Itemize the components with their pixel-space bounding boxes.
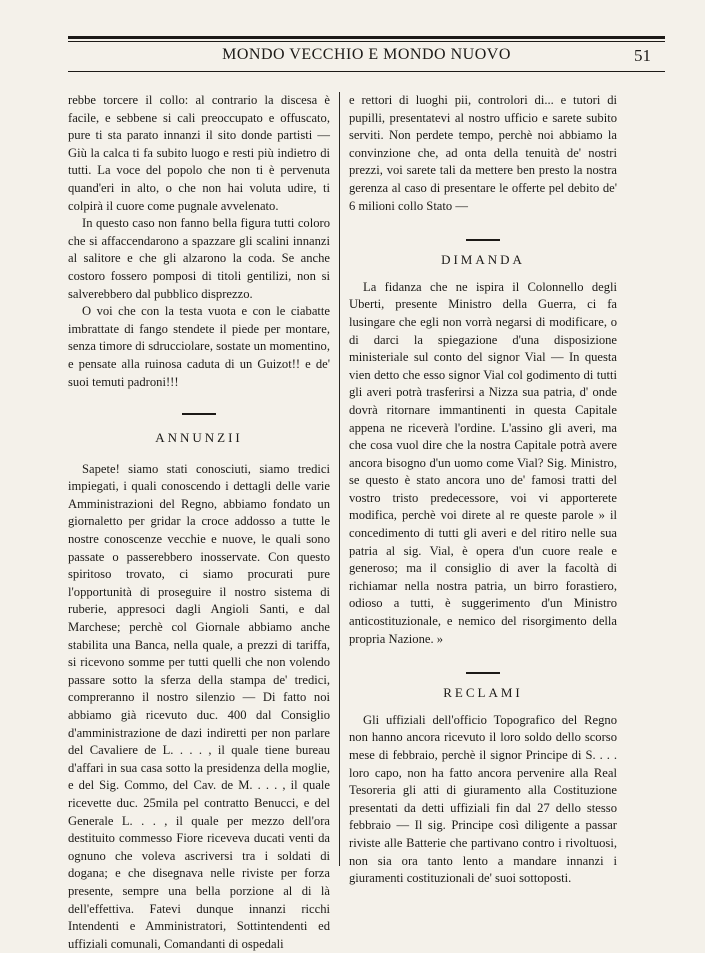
- section-title-reclami: RECLAMI: [443, 685, 523, 701]
- header-rule: [68, 71, 665, 72]
- paragraph-continuation: rebbe torcere il collo: al contrario la discesa è facile, e sebbene si cali preoccupato e offuscato, pure ti sta parato innanzi il sito donde partisti — Giù la calca ti fa subito luogo e resti più indietro di tutti. La voce del popolo che non ti è pervenuta quand'eri in alto, o che non hai voluta udire, ti colpirà il cuore come pugnale avvelenato.: [68, 93, 330, 213]
- left-column: [68, 92, 330, 953]
- journal-title: MONDO VECCHIO E MONDO NUOVO: [222, 46, 511, 63]
- section-title-dimanda: DIMANDA: [441, 252, 525, 268]
- right-column: [349, 92, 617, 888]
- reclami-body: Gli uffiziali dell'officio Topografico del Regno non hanno ancora ricevuto il loro soldo dello scorso mese di febbraio, perchè il signor Principe di S. . . . loro capo, non ha fatto ancora pervenire alla Real Tesoreria gli atti di giuramento alla Costituzione presentati da detti uffiziali fin dal 27 dello stesso febbraio — Il sig. Principe così diligente a passar riviste alle Batterie che partivano contro i rivoltuosi, non sia ora tanto lento a mandare innanzi i giuramenti costituzionali de' suoi sottoposti.: [349, 712, 617, 886]
- paragraph-continuation: e rettori di luoghi pii, controlori di... e tutori di pupilli, presentatevi al nostro ufficio e sarete subito serviti. Non perdete tempo, perchè noi abbiamo la convinzione che, ad onta della tenuità de' nostri prezzi, voi sarete tali da mettere ben presto la nostra gerenza al caso di presentare le offerte pel debito de' 6 milioni collo Stato —: [349, 93, 617, 213]
- header-double-rule-bottom: [68, 41, 665, 42]
- column-divider: [339, 92, 340, 866]
- paragraph: O voi che con la testa vuota e con le ciabatte imbrattate di fango stendete il piede per montare, senza timore di sdrucciolare, sostate un momentino, e pensate alla ruinosa caduta di un Guizot!! e de' suoi temuti padroni!!!: [68, 304, 330, 389]
- paragraph: In questo caso non fanno bella figura tutti coloro che si affaccendarono a spazzare gli scalini innanzi al salitore e che gli alzarono la coda. Se anche costoro fossero pomposi di titoli gentilizi, non si salverebbero dal pubblico disprezzo.: [68, 216, 330, 301]
- header-double-rule-top: [68, 36, 665, 39]
- section-title-annunzii: ANNUNZII: [155, 430, 243, 446]
- page-number: 51: [634, 46, 651, 65]
- dimanda-body: La fidanza che ne ispira il Colonnello degli Uberti, presente Ministro della Guerra, ci fa lusingare che egli non vorrà negarsi di modificare, o di darci la spiegazione d'una disposizione ministeriale sul conto del signor Vial — In questa vien detto che esso signor Vial col godimento di tutti gli averi potrà trasferirsi a Nizza sua patria, d' onde dovrà ritornare immantinenti in questa Capitale appena ne riceverà l'ordine. L'assino gli averi, ma che cosa vuol dire che la nostra Capitale potrà avere ancora bisogno d'un uomo come Vial? Sig. Ministro, se questo è stato ancora uno de' famosi tratti del vostro tristo predecessore, voi vi apporterete modifica, perchè voi direte al re queste parole » il concedimento di tutti gli averi e del ritiro nelle sua patria al sig. Vial, è opera d'un cuore reale e generoso; ma il consiglio di aver la facoltà di richiamar nella nostra patria, un birro forastiero, odioso a tutti, è suggerimento d'un Ministro anticostituzionale, e nemico del risorgimento della propria Nazione. »: [349, 279, 617, 646]
- annunzii-body: Sapete! siamo stati conosciuti, siamo tredici impiegati, i quali conoscendo i dettagli delle varie Amministrazioni del Regno, abbiamo fondato un giornaletto per gridar la croce addosso a tutte le nostre conoscenze vecchie e nuove, le quali sono passate o passerebbero inosservate. Con questo spiritoso trovato, ci siamo procurati pure l'opportunità di proseguire il nostro sistema di ruberie, appresoci dagli Angioli Santi, e dal Marchese; perchè col Giornale abbiamo anche stabilita una Banca, nella quale, a prezzi di tariffa, si ricevono somme per tutti quelli che non volendo passare sotto la sferza della stampa de' tredici, compreranno il nostro silenzio — Di fatto noi abbiamo già ricevuto duc. 400 dal Consiglio d'amministrazione de dazi indiretti per non parlare del Cavaliere de L. . . . , il quale tiene bureau d'affari in sua casa sotto la presidenza della moglie, e del Sig. Commo, del Cav. de M. . . . , il quale ricevette duc. 25mila pel contratto Benucci, e del Generale L. . . , il quale per mezzo dell'ora destituito commesso Fiore riceveva ducati venti da ognuno che voleva ascriversi tra i soldati di dogana; e che disegnava nelle riviste per forza presente, sempre una bella porzione al di là dell'effettiva. Fatevi dunque innanzi ricchi Intendenti e Amministratori, Sottintendenti ed uffiziali comunali, Comandanti di ospedali: [68, 461, 330, 951]
- running-header: [68, 46, 665, 68]
